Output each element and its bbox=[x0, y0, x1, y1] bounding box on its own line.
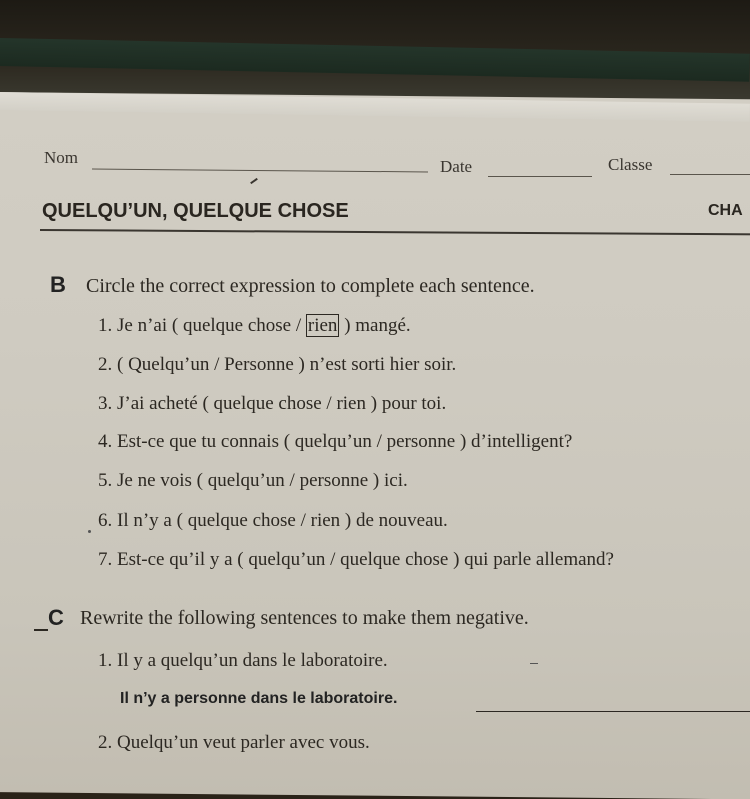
classe-label: Classe bbox=[608, 155, 653, 174]
item-text: ( Quelqu’un / Personne ) n’est sorti hier soir. bbox=[117, 354, 457, 375]
item-text: Je ne vois ( quelqu’un / personne ) ici. bbox=[117, 470, 408, 491]
item-number: 2. bbox=[98, 354, 113, 375]
section-b-item-7 bbox=[98, 549, 614, 571]
item-text-before: Je n’ai ( quelque chose / bbox=[117, 315, 306, 336]
nom-label: Nom bbox=[44, 148, 78, 167]
item-number: 1. bbox=[98, 650, 113, 671]
section-c-item-2 bbox=[98, 732, 370, 754]
item-text: Est-ce qu’il y a ( quelqu’un / quelque chose ) qui parle allemand? bbox=[117, 549, 614, 570]
item-number: 6. bbox=[98, 510, 113, 531]
pen-mark bbox=[250, 178, 258, 184]
section-b-item-6 bbox=[98, 510, 448, 532]
item-text: Quelqu’un veut parler avec vous. bbox=[117, 732, 370, 753]
classe-field-line bbox=[670, 174, 750, 175]
item-text: J’ai acheté ( quelque chose / rien ) pour toi. bbox=[117, 393, 447, 414]
handwritten-answer-1: Il n’y a personne dans le laboratoire. bbox=[120, 690, 398, 707]
date-label: Date bbox=[440, 157, 473, 176]
section-c-letter: C bbox=[48, 605, 64, 630]
item-number: 2. bbox=[98, 732, 113, 753]
nom-field-line bbox=[92, 169, 428, 173]
stray-pen-mark bbox=[530, 663, 538, 664]
item-text: Est-ce que tu connais ( quelqu’un / personne ) d’intelligent? bbox=[117, 431, 573, 452]
item-number: 5. bbox=[98, 470, 113, 491]
item-text: Il y a quelqu’un dans le laboratoire. bbox=[117, 650, 388, 671]
stray-pen-dot bbox=[88, 530, 91, 533]
title-rule bbox=[40, 229, 750, 235]
section-b-item-2 bbox=[98, 354, 456, 376]
section-b-item-5 bbox=[98, 470, 408, 492]
section-b-item-1 bbox=[98, 315, 411, 337]
item-number: 1. bbox=[98, 315, 113, 336]
worksheet-title: QUELQU’UN, QUELQUE CHOSE bbox=[42, 200, 349, 222]
item-text-after: ) mangé. bbox=[339, 315, 411, 336]
item-number: 4. bbox=[98, 431, 113, 452]
section-c-item-1 bbox=[98, 650, 388, 672]
item-text: Il n’y a ( quelque chose / rien ) de nouveau. bbox=[117, 510, 448, 531]
chapter-label: CHA bbox=[708, 202, 743, 219]
section-c-instruction: Rewrite the following sentences to make them negative. bbox=[80, 607, 529, 629]
item-number: 3. bbox=[98, 393, 113, 414]
item-number: 7. bbox=[98, 549, 113, 570]
section-b-letter: B bbox=[50, 272, 66, 297]
section-b-item-3 bbox=[98, 393, 446, 415]
section-b-instruction: Circle the correct expression to complete each sentence. bbox=[86, 275, 535, 297]
answer-line-1 bbox=[476, 711, 750, 712]
circled-answer: rien bbox=[307, 315, 338, 336]
date-field-line bbox=[488, 176, 592, 177]
section-c-dash bbox=[34, 629, 48, 631]
section-b-item-4 bbox=[98, 431, 572, 453]
